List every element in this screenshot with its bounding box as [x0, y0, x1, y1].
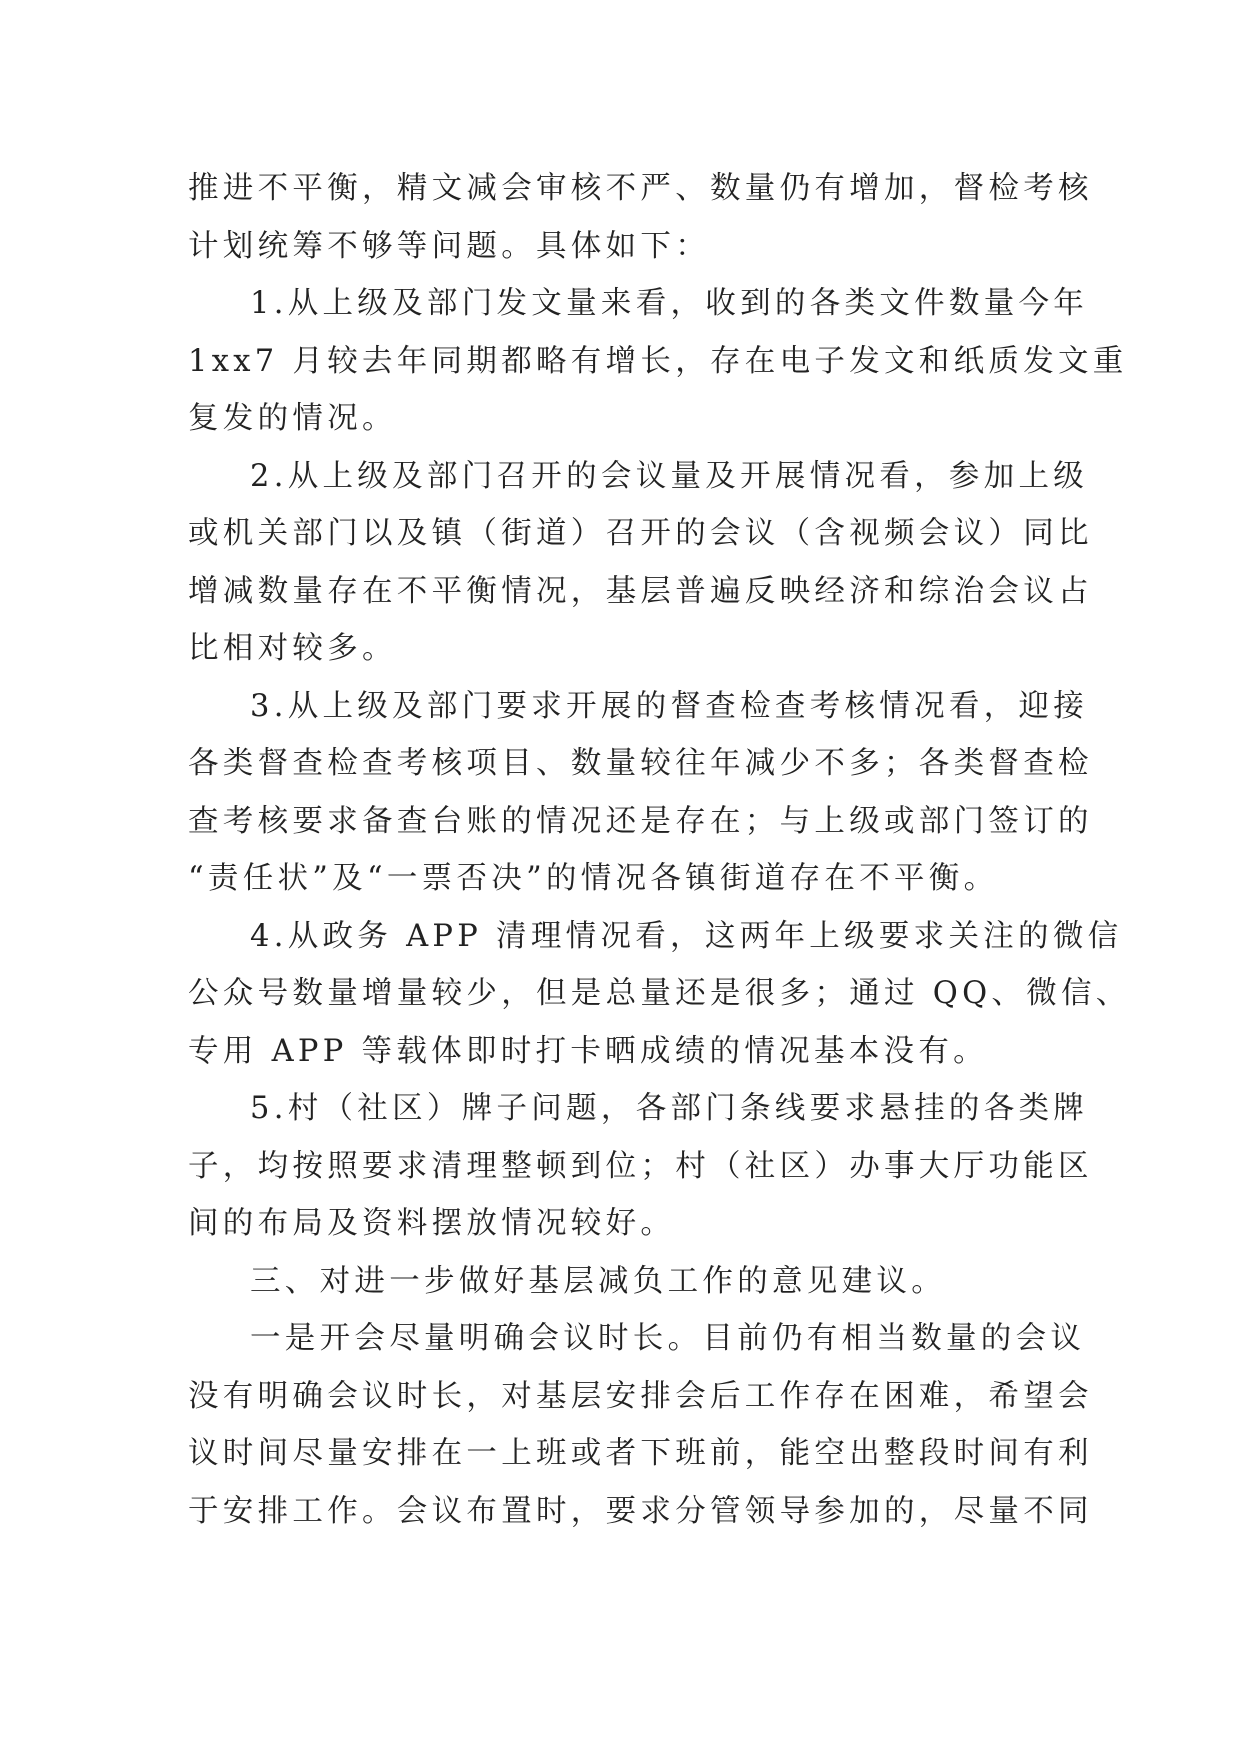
text-line: 4.从政务 APP 清理情况看，这两年上级要求关注的微信: [250, 918, 1123, 954]
text-line: 比相对较多。: [188, 631, 397, 666]
text-line: 各类督查检查考核项目、数量较往年减少不多；各类督查检: [188, 746, 1093, 781]
text-line: 1.从上级及部门发文量来看，收到的各类文件数量今年: [250, 286, 1089, 321]
text-line: 专用 APP 等载体即时打卡晒成绩的情况基本没有。: [188, 1033, 988, 1069]
text-line: 推进不平衡，精文减会审核不严、数量仍有增加，督检考核: [188, 171, 1093, 206]
text-line: 子，均按照要求清理整顿到位；村（社区）办事大厅功能区: [188, 1148, 1093, 1184]
text-line: 增减数量存在不平衡情况，基层普遍反映经济和综治会议占: [188, 573, 1093, 609]
section-heading: 三、对进一步做好基层减负工作的意见建议。: [250, 1263, 946, 1299]
text-line: 间的布局及资料摆放情况较好。: [188, 1206, 676, 1241]
text-line: 或机关部门以及镇（街道）召开的会议（含视频会议）同比: [188, 516, 1093, 551]
text-line: 议时间尽量安排在一上班或者下班前，能空出整段时间有利: [188, 1436, 1093, 1471]
text-line: 1xx7 月较去年同期都略有增长，存在电子发文和纸质发文重: [188, 343, 1128, 379]
document-body: [188, 160, 1131, 1540]
text-line: 2.从上级及部门召开的会议量及开展情况看，参加上级: [250, 458, 1089, 494]
text-line: “责任状”及“一票否决”的情况各镇街道存在不平衡。: [188, 861, 999, 896]
text-line: 公众号数量增量较少，但是总量还是很多；通过 QQ、微信、: [188, 976, 1131, 1011]
text-line: 5.村（社区）牌子问题，各部门条线要求悬挂的各类牌: [250, 1091, 1089, 1126]
text-line: 一是开会尽量明确会议时长。目前仍有相当数量的会议: [250, 1321, 1086, 1356]
text-line: 查考核要求备查台账的情况还是存在；与上级或部门签订的: [188, 803, 1093, 839]
text-line: 复发的情况。: [188, 401, 397, 436]
text-line: 计划统筹不够等问题。具体如下：: [188, 228, 710, 264]
text-line: 没有明确会议时长，对基层安排会后工作存在困难，希望会: [188, 1378, 1093, 1414]
text-line: 于安排工作。会议布置时，要求分管领导参加的，尽量不同: [188, 1493, 1093, 1529]
text-line: 3.从上级及部门要求开展的督查检查考核情况看，迎接: [250, 688, 1089, 724]
